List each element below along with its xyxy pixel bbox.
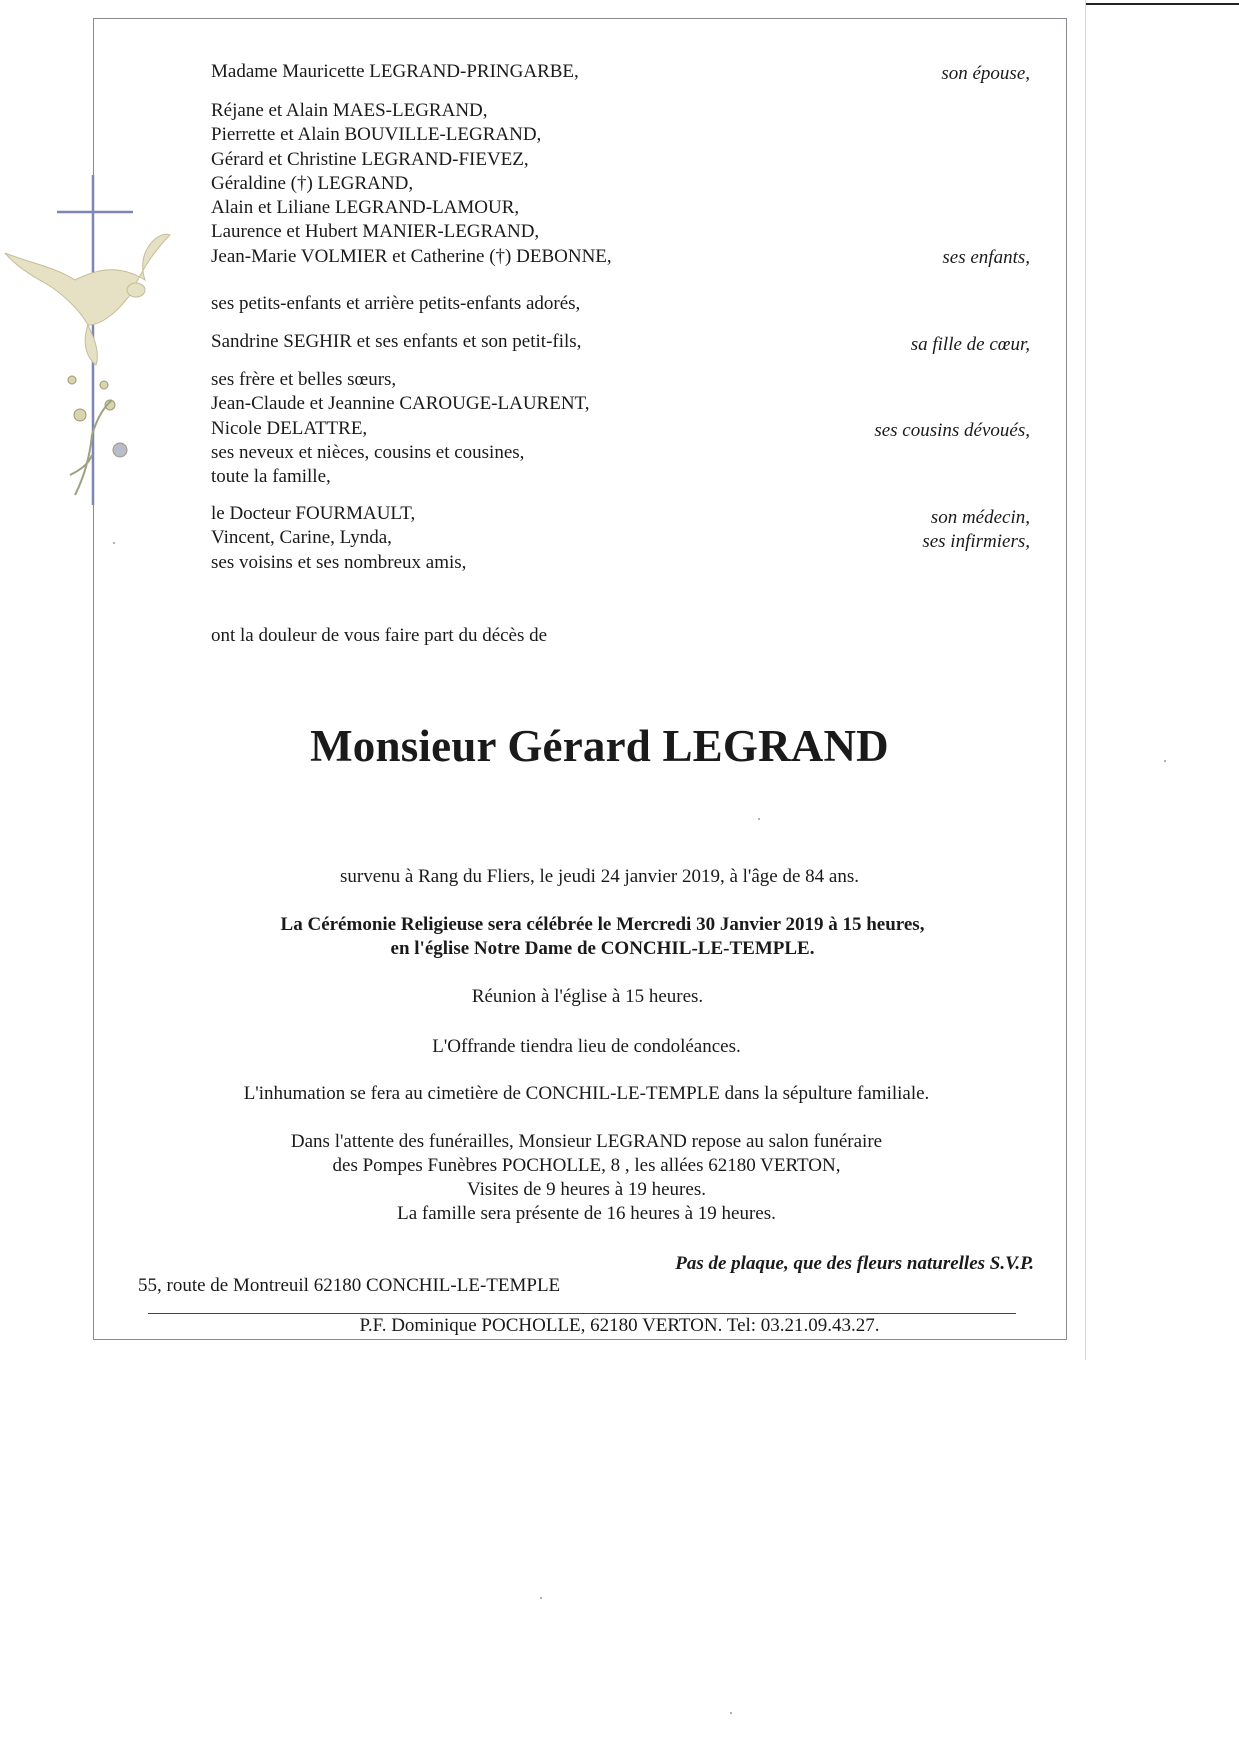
spouse-role: son épouse, <box>941 63 1030 84</box>
heart-daughter-block <box>211 330 581 354</box>
heart-daughter-name: Sandrine SEGHIR et ses enfants et son petit-fils, <box>211 331 582 352</box>
child-line: Réjane et Alain MAES-LEGRAND, <box>211 100 488 121</box>
care-line: ses voisins et ses nombreux amis, <box>211 551 467 573</box>
deceased-name: Monsieur Gérard LEGRAND <box>310 721 889 771</box>
spouse-block <box>211 60 579 84</box>
wake-line: Visites de 9 heures à 19 heures. <box>467 1179 706 1200</box>
child-line: Géraldine (†) LEGRAND, <box>211 172 414 194</box>
ceremony-location: en l'église Notre Dame de CONCHIL-LE-TEMPLE. <box>390 938 815 959</box>
reunion-line: Réunion à l'église à 15 heures. <box>471 986 704 1007</box>
children-role: ses enfants, <box>942 247 1030 268</box>
grandchildren-block <box>211 292 580 316</box>
family-line: toute la famille, <box>211 466 331 488</box>
family-line: Nicole DELATTRE, <box>211 417 368 439</box>
child-line: Pierrette et Alain BOUVILLE-LEGRAND, <box>211 124 542 146</box>
wake-line: Dans l'attente des funérailles, Monsieur LEGRAND repose au salon funéraire <box>290 1131 883 1152</box>
scan-speck <box>1164 760 1166 762</box>
wake-block <box>0 1130 1206 1226</box>
scan-edge-mark <box>1085 3 1239 5</box>
spouse-name: Madame Mauricette LEGRAND-PRINGARBE, <box>211 61 579 82</box>
care-block <box>211 502 466 575</box>
care-line: le Docteur FOURMAULT, <box>211 503 416 524</box>
children-block <box>211 99 612 269</box>
ceremony-line: La Cérémonie Religieuse sera célébrée le Mercredi 30 Janvier 2019 à 15 heures, <box>280 914 925 935</box>
care-role-nurses: ses infirmiers, <box>922 531 1030 552</box>
cross-dove-flower-icon <box>0 175 200 515</box>
scan-speck <box>730 1712 732 1714</box>
home-address: 55, route de Montreuil 62180 CONCHIL-LE-TEMPLE <box>138 1275 561 1296</box>
wake-line: des Pompes Funèbres POCHOLLE, 8 , les allées 62180 VERTON, <box>332 1155 841 1176</box>
care-role-doctor: son médecin, <box>930 507 1030 528</box>
grandchildren-line: ses petits-enfants et arrière petits-enfants adorés, <box>211 293 581 314</box>
care-line: Vincent, Carine, Lynda, <box>211 527 392 549</box>
scan-speck <box>758 818 760 820</box>
scan-speck <box>113 542 115 544</box>
care-roles <box>922 506 1030 554</box>
family-block <box>211 368 590 489</box>
announce-block <box>211 624 547 648</box>
burial-line: L'inhumation se fera au cimetière de CONCHIL-LE-TEMPLE dans la sépulture familiale. <box>243 1083 930 1104</box>
family-role: ses cousins dévoués, <box>874 420 1030 441</box>
ceremony-block <box>0 913 1222 961</box>
scan-speck <box>540 1597 542 1599</box>
family-line: ses neveux et nièces, cousins et cousines, <box>211 441 525 463</box>
wake-line: La famille sera présente de 16 heures à 19 heures. <box>397 1203 776 1224</box>
announce-line: ont la douleur de vous faire part du décès de <box>211 625 548 646</box>
child-line: Gérard et Christine LEGRAND-FIEVEZ, <box>211 148 529 170</box>
funeral-home-footer: P.F. Dominique POCHOLLE, 62180 VERTON. Tel: 03.21.09.43.27. <box>359 1315 880 1336</box>
footer-divider <box>148 1313 1016 1314</box>
family-line: ses frère et belles sœurs, <box>211 369 397 390</box>
family-line: Jean-Claude et Jeannine CAROUGE-LAURENT, <box>211 393 590 415</box>
offering-line: L'Offrande tiendra lieu de condoléances. <box>432 1036 741 1057</box>
heart-daughter-role: sa fille de cœur, <box>910 334 1030 355</box>
death-line: survenu à Rang du Fliers, le jeudi 24 janvier 2019, à l'âge de 84 ans. <box>340 866 859 887</box>
child-line: Jean-Marie VOLMIER et Catherine (†) DEBONNE, <box>211 245 612 267</box>
no-plaque-note: Pas de plaque, que des fleurs naturelles S.V.P. <box>675 1253 1034 1274</box>
child-line: Laurence et Hubert MANIER-LEGRAND, <box>211 221 540 243</box>
child-line: Alain et Liliane LEGRAND-LAMOUR, <box>211 197 520 219</box>
